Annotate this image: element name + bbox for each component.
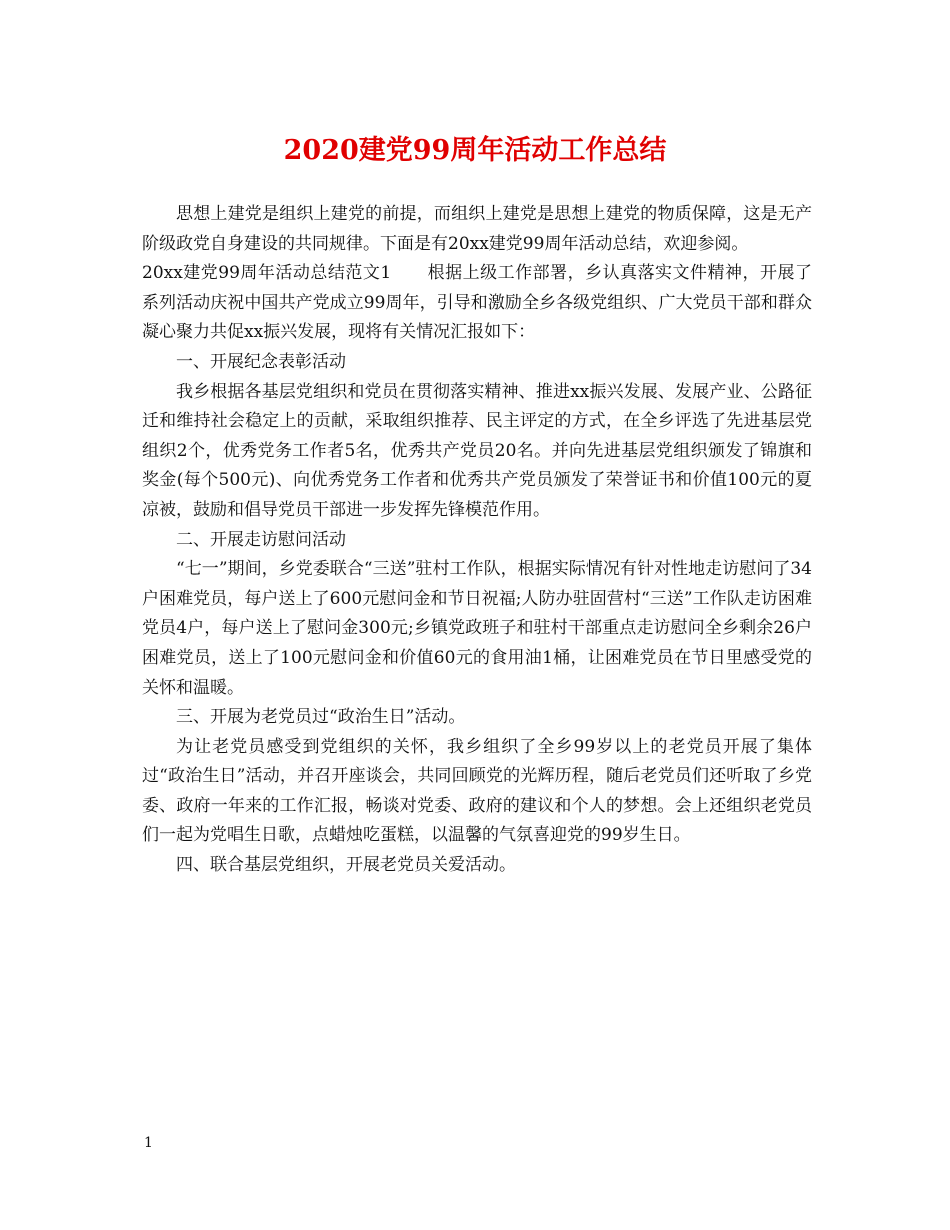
- document-body: [142, 200, 812, 881]
- section-text: 根据上级工作部署，乡认真落实文件精神，开展了系列活动庆祝中国共产党成立99周年，引导和激励全乡各级党组织、广大党员干部和群众凝心聚力共促xx振兴发展，现将有关情况汇报如下：: [142, 263, 812, 343]
- intro-paragraph: 思想上建党是组织上建党的前提，而组织上建党是思想上建党的物质保障，这是无产阶级政党自身建设的共同规律。下面是有20xx建党99周年活动总结，欢迎参阅。: [142, 204, 812, 254]
- heading-3: 三、开展为老党员过“政治生日”活动。: [176, 707, 466, 728]
- paragraph-1: 我乡根据各基层党组织和党员在贯彻落实精神、推进xx振兴发展、发展产业、公路征迁和维持社会稳定上的贡献，采取组织推荐、民主评定的方式，在全乡评选了先进基层党组织2个，优秀党务工作者5名，优秀共产党员20名。并向先进基层党组织颁发了锦旗和奖金(每个500元)、向优秀党务工作者和优秀共产党员颁发了荣誉证书和价值100元的夏凉被，鼓励和倡导党员干部进一步发挥先锋模范作用。: [142, 381, 812, 520]
- heading-1: 一、开展纪念表彰活动: [176, 351, 346, 372]
- heading-2: 二、开展走访慰问活动: [176, 529, 346, 550]
- section-paragraph: [142, 259, 812, 348]
- page-number: 1: [144, 1135, 153, 1151]
- document-title: 2020建党99周年活动工作总结: [283, 135, 667, 166]
- paragraph-3: 为让老党员感受到党组织的关怀，我乡组织了全乡99岁以上的老党员开展了集体过“政治生日”活动，并召开座谈会，共同回顾党的光辉历程，随后老党员们还听取了乡党委、政府一年来的工作汇报，畅谈对党委、政府的建议和个人的梦想。会上还组织老党员们一起为党唱生日歌，点蜡烛吃蛋糕，以温馨的气氛喜迎党的99岁生日。: [142, 736, 812, 846]
- heading-4: 四、联合基层党组织，开展老党员关爱活动。: [176, 855, 516, 876]
- paragraph-2: “七一”期间，乡党委联合“三送”驻村工作队，根据实际情况有针对性地走访慰问了34户困难党员，每户送上了600元慰问金和节日祝福;人防办驻固营村“三送”工作队走访困难党员4户，每户送上了慰问金300元;乡镇党政班子和驻村干部重点走访慰问全乡剩余26户困难党员，送上了100元慰问金和价值60元的食用油1桶，让困难党员在节日里感受党的关怀和温暖。: [142, 559, 812, 698]
- section-label: 20xx建党99周年活动总结范文1: [142, 263, 392, 284]
